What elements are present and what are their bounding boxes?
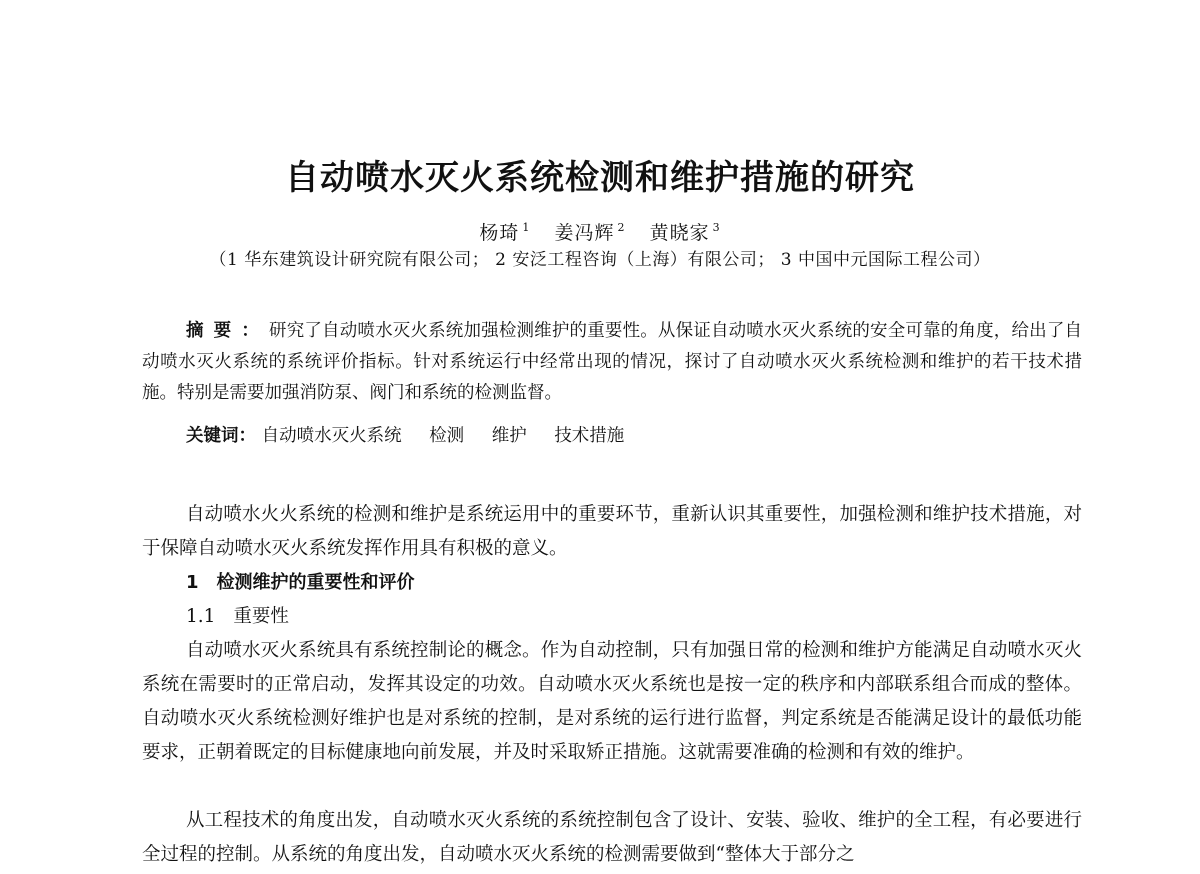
intro-paragraph: 自动喷水火火系统的检测和维护是系统运用中的重要环节，重新认识其重要性，加强检测和维护技术措施，对于保障自动喷水灭火系统发挥作用具有积极的意义。 [142,504,1082,559]
subsection-number: 1.1 [186,606,216,627]
body-paragraph: 从工程技术的角度出发，自动喷水灭火系统的系统控制包含了设计、安装、验收、维护的全工程，有必要进行全过程的控制。从系统的角度出发，自动喷水灭火系统的检测需要做到“整体大于部分之 [142,810,1082,865]
author-affiliation-mark: 2 [617,221,626,234]
abstract-text: 研究了自动喷水灭火系统加强检测维护的重要性。从保证自动喷水灭火系统的安全可靠的角度，给出了自动喷水灭火系统的系统评价指标。针对系统运行中经常出现的情况，探讨了自动喷水灭火系统检测和维护的若干技术措施。特别是需要加强消防泵、阀门和系统的检测监督。 [142,321,1082,403]
body-paragraph: 自动喷水灭火系统具有系统控制论的概念。作为自动控制，只有加强日常的检测和维护方能满足自动喷水灭火系统在需要时的正常启动，发挥其设定的功效。自动喷水灭火系统也是按一定的秩序和内部联系组合而成的整体。自动喷水灭火系统检测好维护也是对系统的控制，是对系统的运行进行监督，判定系统是否能满足设计的最低功能要求，正朝着既定的目标健康地向前发展，并及时采取矫正措施。这就需要准确的检测和有效的维护。 [142,640,1082,763]
keywords-label: 关键词： [186,426,256,446]
author-name: 黄晓家 [649,222,710,244]
section-heading [186,566,415,600]
keywords [186,421,646,452]
section-title: 检测维护的重要性和评价 [216,572,415,593]
author-affiliation-mark: 3 [712,221,721,234]
abstract [142,316,1082,409]
subsection-heading [186,600,289,634]
author-list [0,214,1200,247]
keyword: 自动喷水灭火系统 [261,426,402,446]
abstract-label: 摘要： [186,321,270,341]
keyword: 检测 [429,426,465,446]
affiliations: （1 华东建筑设计研究院有限公司； 2 安泛工程咨询（上海）有限公司； 3 中国中元国际工程公司） [209,250,991,270]
author-affiliation-mark: 1 [522,221,531,234]
subsection-title: 重要性 [233,606,289,627]
author-name: 杨琦 [479,222,520,244]
section-number: 1 [186,572,199,593]
paper-title: 自动喷水灭火系统检测和维护措施的研究 [285,158,915,198]
author-name: 姜冯辉 [554,222,615,244]
keyword: 技术措施 [554,426,625,446]
keyword: 维护 [491,426,527,446]
